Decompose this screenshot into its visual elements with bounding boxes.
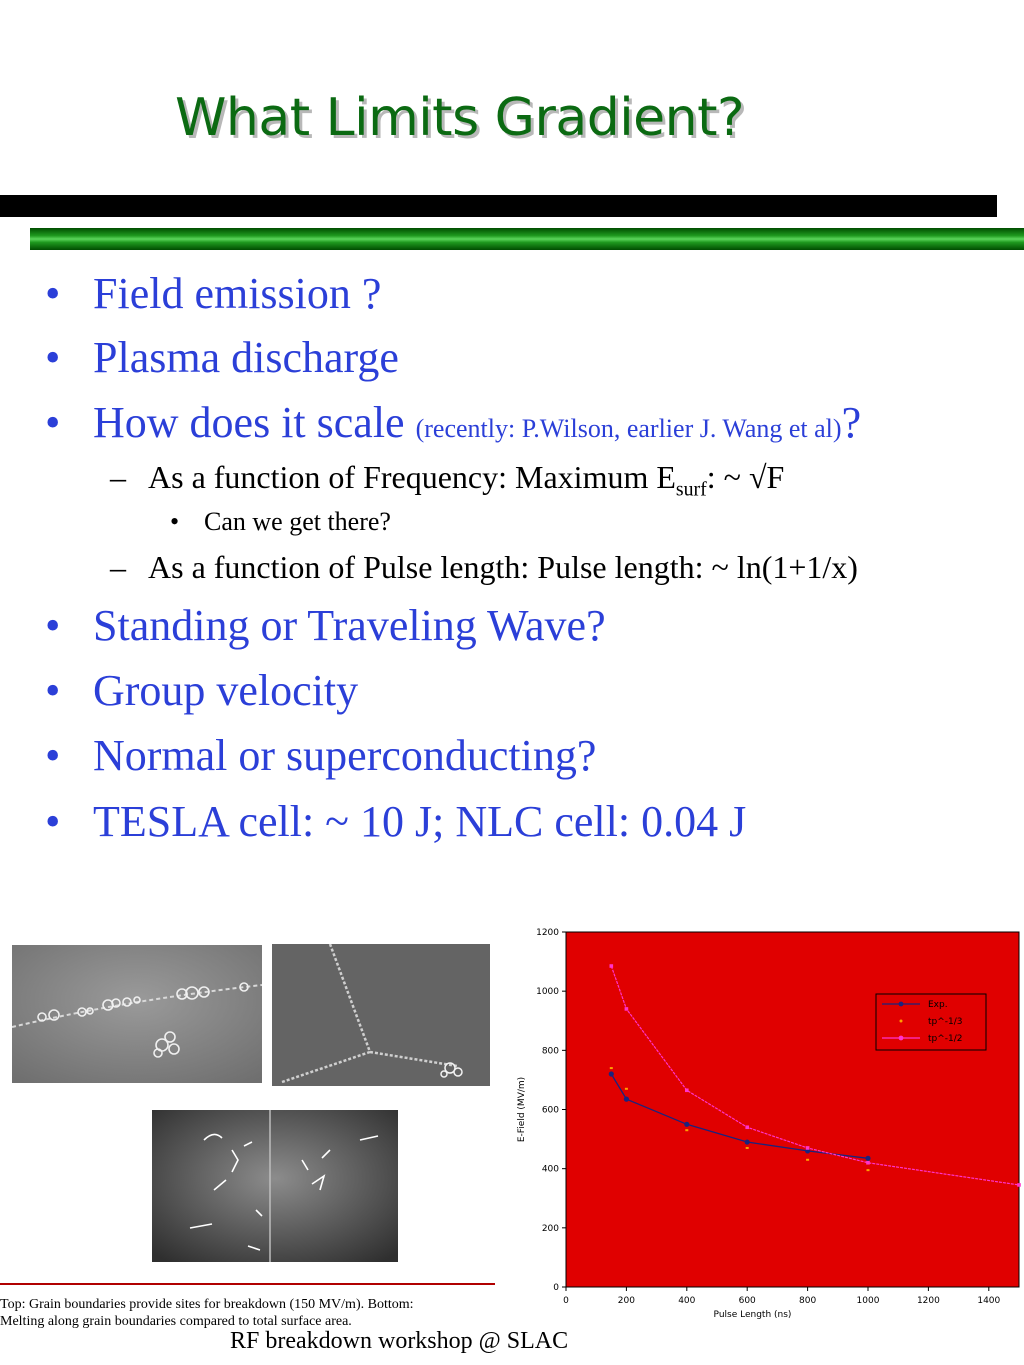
bullet-marker: • (45, 797, 61, 846)
sub-bullet-text: As a function of Pulse length: Pulse length: ~ ln(1+1/x) (148, 549, 858, 585)
sub-bullet-text: As a function of Frequency: Maximum E (148, 459, 676, 495)
data-point-tp-1-3 (625, 1088, 628, 1090)
data-point-tp-1-3 (746, 1147, 749, 1149)
figure-caption (0, 1296, 490, 1330)
caption-line-2: Melting along grain boundaries compared to total surface area. (0, 1314, 352, 1329)
sub-bullet-marker: – (110, 549, 126, 585)
pulse-length-chart (510, 922, 1024, 1327)
data-point-tp-1-2 (745, 1125, 749, 1129)
bullet-text: Field emission ? (93, 269, 382, 318)
legend-label: Exp. (928, 1000, 948, 1010)
x-tick-label: 1200 (916, 1296, 940, 1306)
x-tick-label: 1000 (856, 1296, 880, 1306)
subscript: surf (675, 478, 707, 501)
bullet-text: How does it scale (93, 398, 405, 447)
data-point-tp-1-3 (867, 1169, 870, 1171)
micrograph-melting (152, 1110, 398, 1262)
data-point-tp-1-2 (1017, 1183, 1021, 1187)
bullet-marker: • (45, 269, 61, 318)
slide-footer: RF breakdown workshop @ SLAC (230, 1328, 569, 1354)
micrograph-grain-boundary-1 (12, 945, 262, 1083)
micrograph-grain-boundary-2 (272, 944, 490, 1086)
micrograph-melting-image (152, 1110, 398, 1262)
data-point-tp-1-3 (806, 1159, 809, 1161)
bullet-text: Group velocity (93, 666, 359, 715)
sub-bullet-text-group (148, 459, 784, 501)
bullet-text: Plasma discharge (93, 333, 399, 382)
bullet-marker: • (45, 333, 61, 382)
data-point-exp (609, 1071, 614, 1076)
sub-bullet-marker: – (110, 459, 126, 495)
bullet-text-group (93, 397, 861, 448)
y-tick-label: 400 (541, 1164, 559, 1175)
bullet-marker: • (45, 398, 61, 447)
x-axis-label: Pulse Length (ns) (713, 1310, 792, 1320)
legend-label: tp^-1/2 (928, 1034, 963, 1044)
bullet-text: TESLA cell: ~ 10 J; NLC cell: 0.04 J (93, 797, 747, 846)
bullet-text: Standing or Traveling Wave? (93, 601, 606, 650)
y-tick-label: 800 (541, 1046, 559, 1057)
data-point-exp (624, 1097, 629, 1102)
caption-divider (0, 1283, 495, 1285)
micrograph-grain-boundary-2-image (272, 944, 490, 1086)
legend-marker (899, 1036, 904, 1041)
chart-svg (510, 922, 1024, 1327)
x-tick-label: 800 (799, 1296, 817, 1306)
data-point-tp-1-2 (806, 1146, 810, 1150)
bullet-marker: • (45, 601, 61, 650)
data-point-tp-1-3 (685, 1129, 688, 1131)
legend-label: tp^-1/3 (928, 1017, 963, 1027)
data-point-tp-1-2 (685, 1088, 689, 1092)
bullet-note: (recently: P.Wilson, earlier J. Wang et al) (415, 414, 842, 443)
plot-area (566, 932, 1019, 1287)
sub-sub-bullet-marker: • (170, 507, 180, 536)
x-tick-label: 200 (617, 1296, 635, 1306)
bullet-marker: • (45, 731, 61, 780)
y-axis-label: E-Field (MV/m) (517, 1076, 527, 1143)
sub-bullet-text-end: : ~ √F (706, 459, 785, 495)
y-tick-label: 1200 (536, 928, 559, 938)
title-divider-black (0, 195, 997, 217)
x-tick-label: 0 (563, 1296, 569, 1306)
y-tick-label: 0 (553, 1283, 559, 1293)
data-point-tp-1-2 (625, 1007, 629, 1011)
legend-marker (900, 1020, 903, 1023)
data-point-exp (865, 1156, 870, 1161)
data-point-tp-1-2 (610, 964, 614, 968)
caption-line-1: Top: Grain boundaries provide sites for breakdown (150 MV/m). Bottom: (0, 1297, 414, 1312)
data-point-exp (745, 1139, 750, 1144)
data-point-exp (684, 1122, 689, 1127)
bullet-marker: • (45, 666, 61, 715)
data-point-tp-1-3 (610, 1067, 613, 1069)
legend-marker (899, 1002, 904, 1007)
micrograph-grain-boundary-1-image (12, 945, 262, 1083)
y-tick-label: 200 (541, 1223, 559, 1234)
data-point-tp-1-2 (866, 1161, 870, 1165)
x-tick-label: 1400 (977, 1296, 1001, 1306)
bullet-tail: ? (841, 398, 862, 447)
page-title: What Limits Gradient? (175, 88, 745, 148)
x-tick-label: 400 (678, 1296, 696, 1306)
sub-sub-bullet-text: Can we get there? (204, 507, 391, 536)
y-tick-label: 600 (541, 1105, 559, 1116)
bullet-text: Normal or superconducting? (93, 731, 597, 780)
x-tick-label: 600 (738, 1296, 756, 1306)
title-divider-green (30, 228, 1024, 250)
y-tick-label: 1000 (536, 987, 559, 998)
